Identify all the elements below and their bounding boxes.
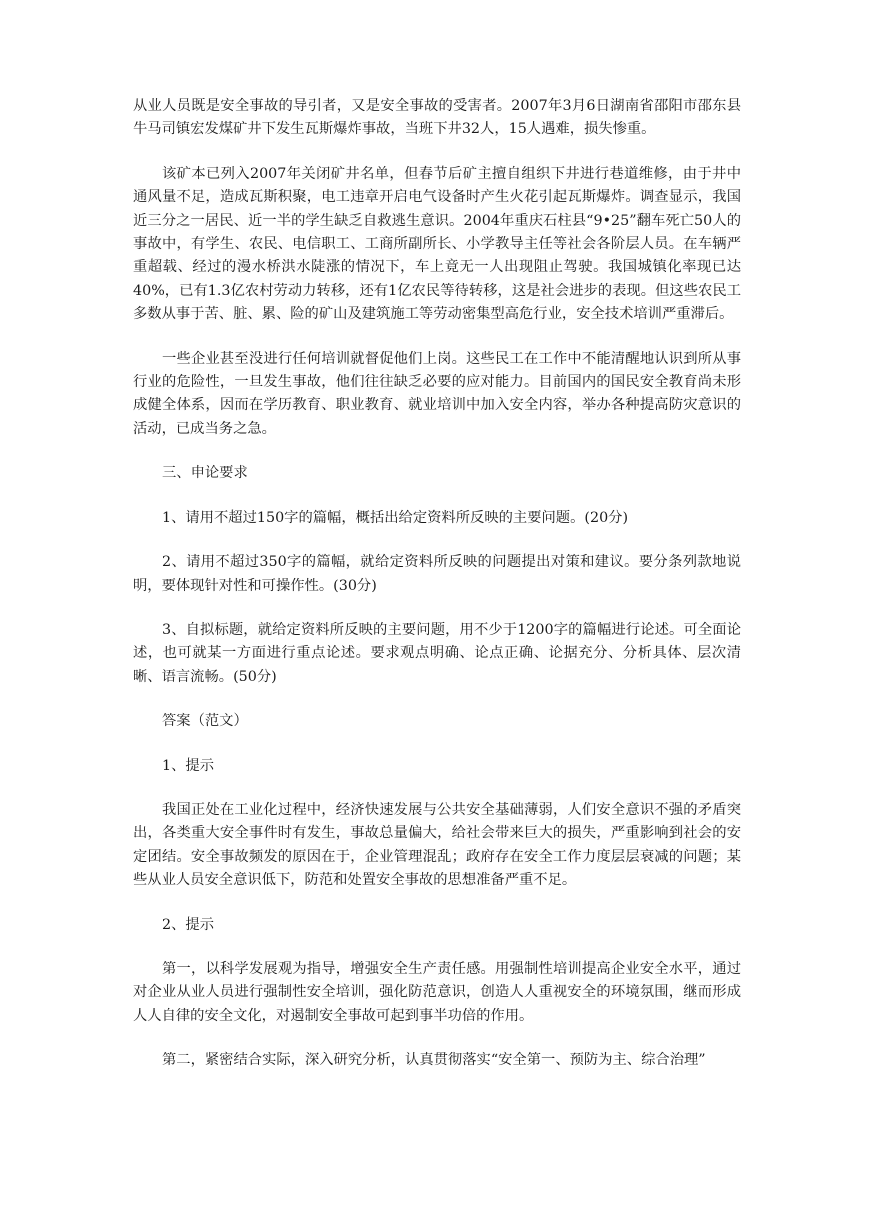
paragraph-intro: 从业人员既是安全事故的导引者，又是安全事故的受害者。2007年3月6日湖南省邵阳市邵东县牛马司镇宏发煤矿井下发生瓦斯爆炸事故，当班下井32人，15人遇难，损失惨重。	[133, 98, 741, 138]
section-heading-answer: 答案（范文）	[162, 713, 248, 730]
section-heading-requirements: 三、申论要求	[162, 465, 248, 482]
hint-body-2-point-1: 第一，以科学发展观为指导，增强安全生产责任感。用强制性培训提高企业安全水平，通过对企业从业人员进行强制性安全培训，强化防范意识，创造人人重视安全的环境氛围，继而形成人人自律的安全文化，对遏制安全事故可起到事半功倍的作用。	[133, 960, 741, 1024]
hint-body-1: 我国正处在工业化过程中，经济快速发展与公共安全基础薄弱，人们安全意识不强的矛盾突出，各类重大安全事件时有发生，事故总量偏大，给社会带来巨大的损失，严重影响到社会的安定团结。安全事故频发的原因在于，企业管理混乱；政府存在安全工作力度层层衰减的问题；某些从业人员安全意识低下，防范和处置安全事故的思想准备严重不足。	[133, 801, 741, 889]
hint-body-2-point-2: 第二，紧密结合实际，深入研究分析，认真贯彻落实“安全第一、预防为主、综合治理”	[162, 1052, 706, 1069]
requirement-item-1: 1、请用不超过150字的篇幅，概括出给定资料所反映的主要问题。(20分)	[162, 509, 629, 526]
requirement-item-2: 2、请用不超过350字的篇幅，就给定资料所反映的问题提出对策和建议。要分条列款地说明，要体现针对性和可操作性。(30分)	[133, 554, 741, 594]
document-body	[133, 95, 741, 1094]
hint-heading-2: 2、提示	[162, 916, 214, 933]
hint-heading-1: 1、提示	[162, 757, 214, 774]
requirement-item-3: 3、自拟标题，就给定资料所反映的主要问题，用不少于1200字的篇幅进行论述。可全面论述，也可就某一方面进行重点论述。要求观点明确、论点正确、论据充分、分析具体、层次清晰、语言流畅。(50分)	[133, 621, 741, 685]
paragraph-mine-accident: 该矿本已列入2007年关闭矿井名单，但春节后矿主擅自组织下井进行巷道维修，由于井中通风量不足，造成瓦斯积聚，电工违章开启电气设备时产生火花引起瓦斯爆炸。调查显示，我国近三分之一居民、近一半的学生缺乏自救逃生意识。2004年重庆石柱县“9•25”翻车死亡50人的事故中，有学生、农民、电信职工、工商所副所长、小学教导主任等社会各阶层人员。在车辆严重超载、经过的漫水桥洪水陡涨的情况下，车上竟无一人出现阻止驾驶。我国城镇化率现已达40%，已有1.3亿农村劳动力转移，还有1亿农民等待转移，这是社会进步的表现。但这些农民工多数从事于苦、脏、累、险的矿山及建筑施工等劳动密集型高危行业，安全技术培训严重滞后。	[133, 165, 741, 323]
paragraph-training: 一些企业甚至没进行任何培训就督促他们上岗。这些民工在工作中不能清醒地认识到所从事行业的危险性，一旦发生事故，他们往往缺乏必要的应对能力。目前国内的国民安全教育尚未形成健全体系，因而在学历教育、职业教育、就业培训中加入安全内容，举办各种提高防灾意识的活动，已成当务之急。	[133, 350, 741, 437]
